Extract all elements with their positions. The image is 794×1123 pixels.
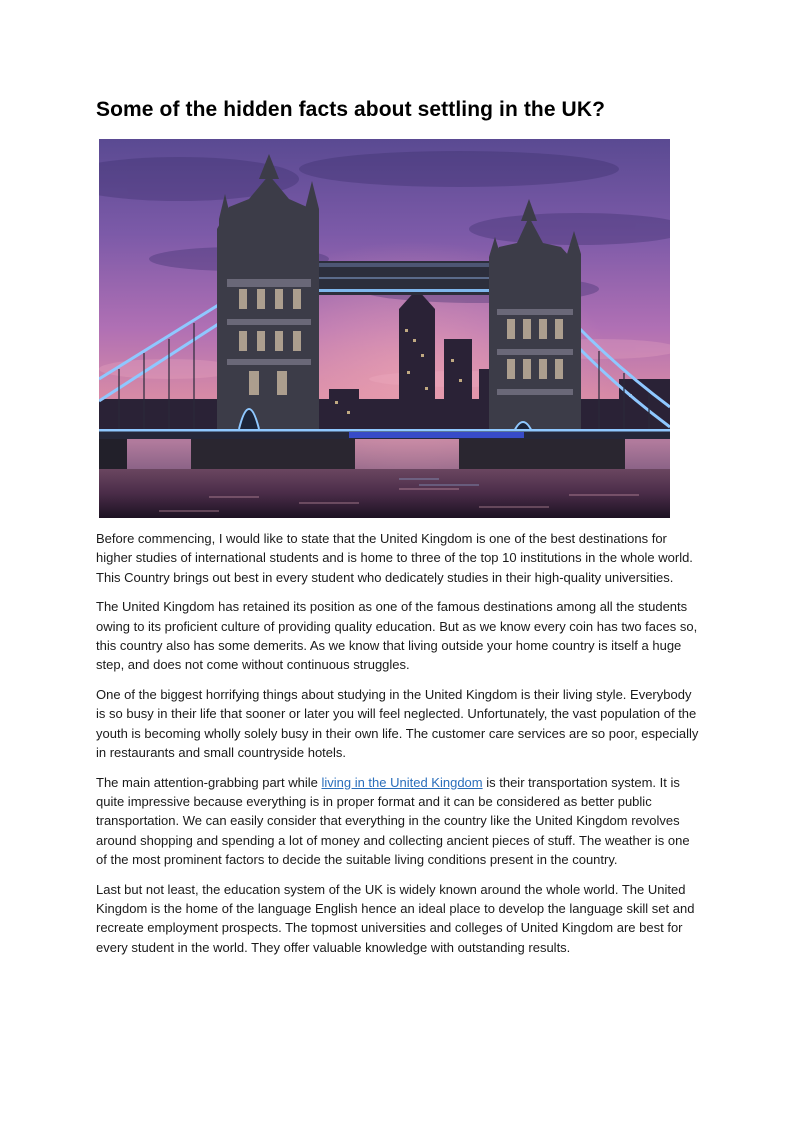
paragraph-transportation-lead: The main attention-grabbing part while (96, 774, 322, 790)
article-body (96, 529, 700, 967)
paragraph-living-style: One of the biggest horrifying things about studying in the United Kingdom is their living style. Everybody is so busy in their life that sooner or later you will feel neglected. Unfortunately, the vast population of the youth is becoming wholly solely busy in their own life. The customer care services are so poor, especially in restaurants and small countryside hotels. (96, 687, 699, 760)
paragraph-intro: Before commencing, I would like to state that the United Kingdom is one of the best destinations for higher studies of international students and is home to three of the top 10 institutions in the whole world. This Country brings out best in every student who dedicately studies in their high-quality universities. (96, 531, 693, 585)
paragraph-education: Last but not least, the education system of the UK is widely known around the whole world. The United Kingdom is the home of the language English hence an ideal place to develop the language skill set and recreate employment prospects. The topmost universities and colleges of United Kingdom are best for every student in the world. They offer valuable knowledge with outstanding results. (96, 881, 695, 955)
tower-bridge-photo (99, 139, 670, 518)
page-title: Some of the hidden facts about settling in the UK? (96, 98, 606, 121)
living-in-uk-link[interactable]: living in the United Kingdom (321, 774, 483, 790)
paragraph-destination: The United Kingdom has retained its position as one of the famous destinations among all the students owing to its proficient culture of providing quality education. But as we know every coin has two faces so, this country also has some demerits. As we know that living outside your home country is itself a huge step, and does not come without continuous struggles. (96, 599, 698, 673)
paragraph-transportation-rest: is their transportation system. It is quite impressive because everything is in proper format and it can be considered as better public transportation. We can easily consider that everything in the country like the United Kingdom revolves around shopping and spending a lot of money and collecting ancient pieces of stuff. The weather is one of the most prominent factors to decide the suitable living conditions present in the country. (96, 774, 690, 867)
paragraph-transportation (96, 773, 700, 869)
